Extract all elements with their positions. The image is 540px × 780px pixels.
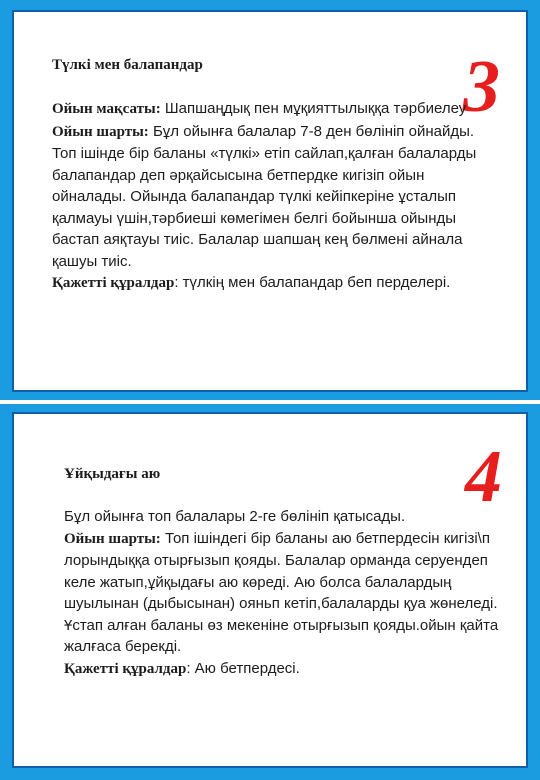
goal-paragraph (52, 98, 484, 121)
card-number: 3 (463, 46, 500, 128)
game-card-4 (0, 404, 540, 780)
game-title: Ұйқыдағы аю (64, 466, 161, 482)
rules-text: Бұл ойынға балалар 7-8 ден бөлініп ойнайды. Топ ішінде бір баланы «түлкі» етіп сайлап,қалған балаларды балапандар деп әрқайсысына бетпердке кигізіп ойын ойналады. Ойында балапандар түлкі кейіпкеріне ұсталып қалмауы үшін,тәрбиеші көмегімен белгі бойынша ойынды бастап аяқтауы тиіс. Балалар шапшаң кең бөлмені айнала қашуы тиіс. (52, 122, 477, 270)
tools-paragraph (64, 658, 504, 681)
rules-paragraph (52, 121, 484, 273)
rules-label: Ойын шарты: (64, 530, 161, 547)
game-title: Түлкі мен балапандар (52, 57, 203, 73)
rules-text: Топ ішіндегі бір баланы аю бетпердесін кигізі\п лорындыққа отырғызып қояды. Балалар орманда серуендеп келе жатып,ұйқыдағы аю көреді. Аю болса балалардың шуылынан (дыбысынан) ояньп кетіп,балаларды қуа жөнеледі. Ұстап алған баланы өз мекеніне отырғызып қояды.ойын қайта жалғаса берекді. (64, 529, 499, 655)
rules-paragraph (64, 528, 504, 658)
tools-label: Қажетті құралдар (52, 275, 175, 291)
game-description (52, 98, 484, 295)
card-number: 4 (465, 436, 502, 518)
game-description (64, 506, 504, 680)
rules-label: Ойын шарты: (52, 123, 149, 140)
goal-label: Ойын мақсаты: (52, 101, 161, 117)
intro-paragraph: Бұл ойынға топ балалары 2-ге бөлініп қатысады. (64, 508, 406, 525)
tools-text: : Аю бетпердесі. (186, 659, 300, 677)
card-panel (12, 412, 528, 768)
tools-text: : түлкің мен балапандар беп перделері. (174, 274, 451, 291)
tools-label: Қажетті құралдар (64, 660, 187, 677)
tools-paragraph (52, 272, 484, 295)
card-panel (12, 10, 528, 392)
goal-text: Шапшаңдық пен мұқияттылыққа тәрбиелеу (160, 100, 467, 117)
